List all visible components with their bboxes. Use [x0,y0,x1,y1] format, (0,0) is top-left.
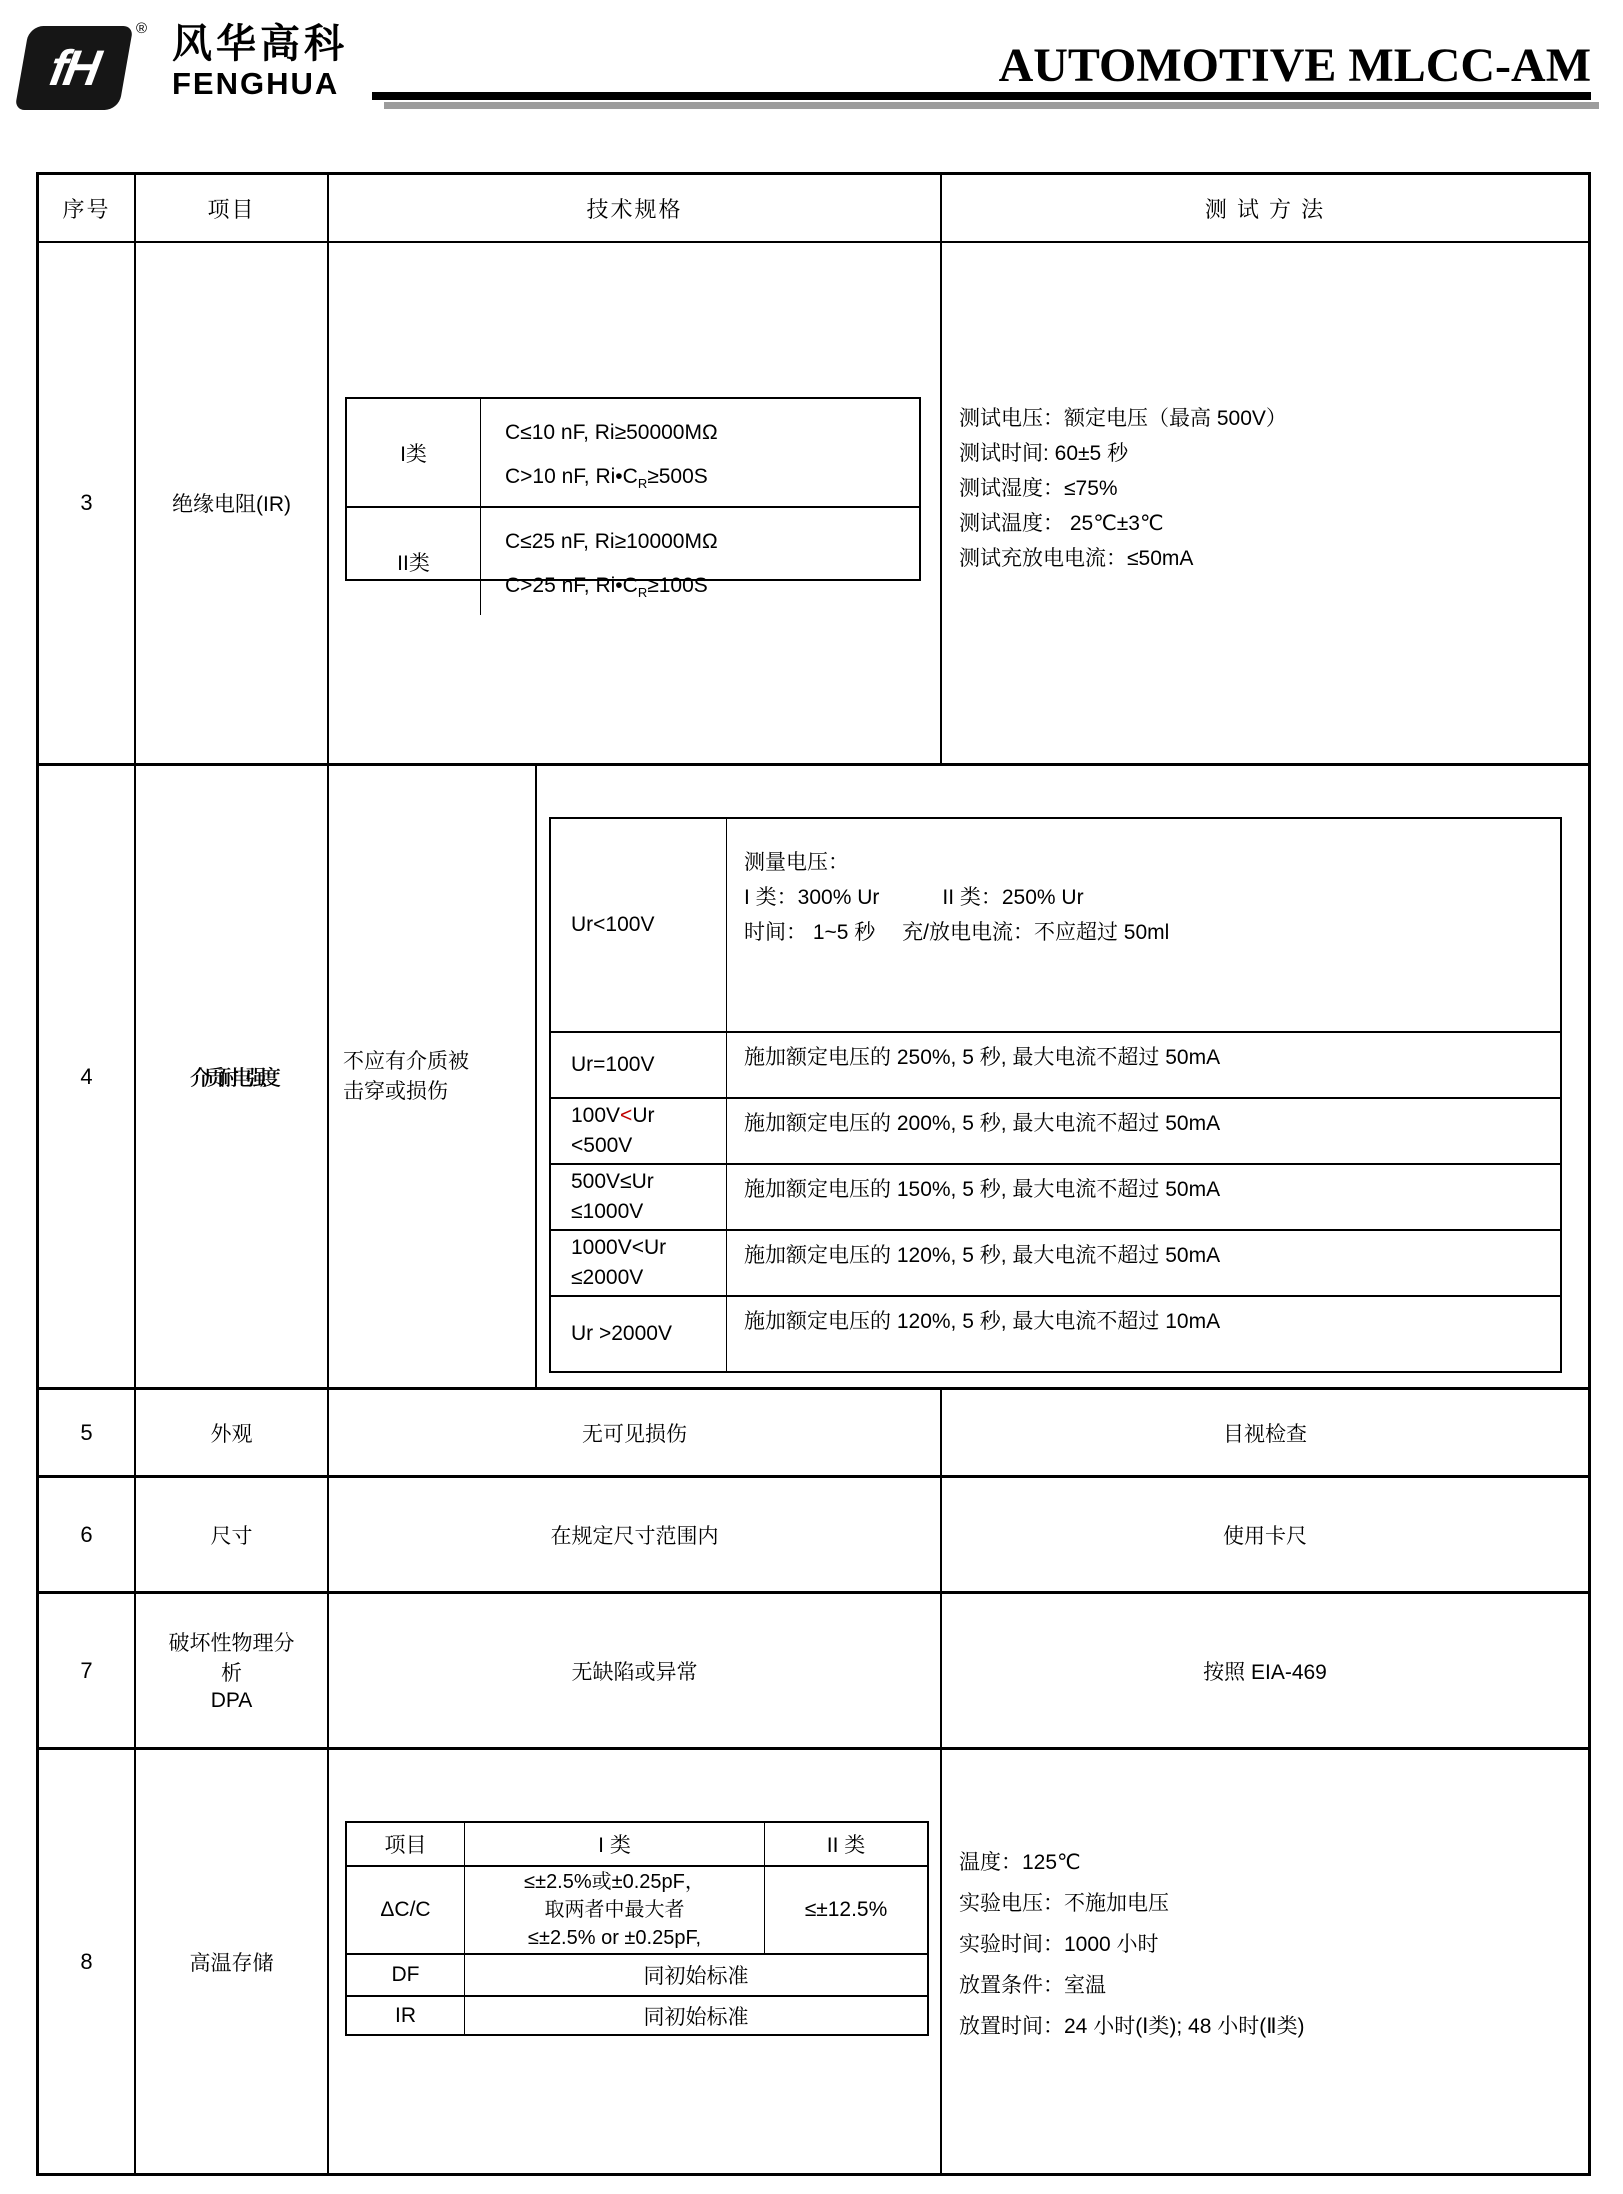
dwv-range: Ur<100V [551,819,727,1031]
row5-serial: 5 [39,1387,134,1475]
row4-requirement: 不应有介质被击穿或损伤 [343,1049,469,1103]
row6-spec: 在规定尺寸范围内 [327,1475,940,1591]
dwv-spec: 施加额定电压的 120%, 5 秒, 最大电流不超过 50mA [727,1229,1560,1295]
row7-serial: 7 [39,1591,134,1747]
dwv-spec: 施加额定电压的 120%, 5 秒, 最大电流不超过 10mA [727,1295,1560,1371]
row3-method-cell [940,241,1588,763]
hts-header-param: 项目 [347,1823,465,1865]
ir-class-table [345,397,921,601]
row8-serial: 8 [39,1747,134,2173]
method-line: 实验电压：不施加电压 [959,1892,1169,1915]
row5-method: 目视检查 [940,1387,1588,1475]
row7-item-en: DPA [210,1688,253,1712]
dwv-spec: 施加额定电压的 150%, 5 秒, 最大电流不超过 50mA [727,1163,1560,1229]
row7-item-cn: 破坏性物理分析 [168,1631,295,1685]
row3-spec-cell [327,241,940,763]
col-header-spec: 技术规格 [327,175,940,241]
method-line: 实验时间：1000 小时 [959,1933,1159,1956]
fenghua-logo-icon [15,26,134,110]
method-line: 放置时间：24 小时(Ⅰ类); 48 小时(Ⅱ类) [959,2015,1305,2038]
hts-df-param: DF [347,1953,465,1995]
method-line: 测试温度： 25℃±3℃ [959,512,1164,535]
spec-table [36,172,1591,2176]
method-line: 放置条件：室温 [959,1974,1106,1997]
hts-result-table [345,1821,929,2036]
hts-ir-param: IR [347,1995,465,2034]
row8-method-lines [942,1750,1588,2047]
row5-item: 外观 [134,1387,327,1475]
row7-item [134,1591,327,1747]
row8-method-cell [940,1747,1588,2173]
method-line: 测试湿度：≤75% [959,477,1118,500]
hts-df-value: 同初始标准 [465,1953,927,1995]
dwv-spec: 施加额定电压的 250%, 5 秒, 最大电流不超过 50mA [727,1031,1560,1097]
dwv-range: 100V<Ur <500V [551,1097,727,1163]
dwv-range: 500V≤Ur ≤1000V [551,1163,727,1229]
row6-item: 尺寸 [134,1475,327,1591]
method-line: 温度：125℃ [959,1851,1081,1874]
row4-item: 介质耐电强度 [134,763,327,1387]
dwv-spec: 施加额定电压的 200%, 5 秒, 最大电流不超过 50mA [727,1097,1560,1163]
row5-spec: 无可见损伤 [327,1387,940,1475]
ir-class1-line1: C≤10 nF, Ri≥50000MΩ [505,421,718,444]
row4-requirement-cell [329,766,537,1387]
brand-block [172,24,348,99]
method-line: 测试充放电电流：≤50mA [959,547,1194,570]
brand-name-english: FENGHUA [172,66,340,101]
dwv-range: Ur=100V [551,1031,727,1097]
ir-class2-line2: C>25 nF, $Ri•C_R\ge 100S$ [505,574,708,601]
row4-spec-method-cell [327,763,1588,1387]
method-line: 测试电压：额定电压（最高 500V） [959,407,1287,430]
ir-class2-spec [481,506,919,615]
ir-class2-line1: C≤25 nF, Ri≥10000MΩ [505,530,718,554]
ir-class2-label: II类 [347,506,481,615]
row7-method: 按照 EIA-469 [940,1591,1588,1747]
dwv-condition-table [549,817,1562,1373]
ir-class1-label: I类 [347,399,481,506]
col-header-item: 项目 [134,175,327,241]
hts-ir-value: 同初始标准 [465,1995,927,2034]
dwv-spec: 测量电压： I 类：300% Ur II 类：250% Ur 时间： 1~5 秒 充/放电电流：不应超过 50ml [744,851,1170,944]
document-title: AUTOMOTIVE MLCC-AM [998,39,1591,92]
ir-class1-spec [481,399,919,506]
row6-serial: 6 [39,1475,134,1591]
hts-header-class2: II 类 [826,1834,866,1857]
registered-trademark-icon: ® [136,20,148,37]
row7-spec: 无缺陷或异常 [327,1591,940,1747]
red-less-than: < [620,1104,633,1127]
col-header-serial: 序号 [62,196,111,222]
header-rule-black [372,92,1591,100]
row4-serial: 4 [39,763,134,1387]
row8-item: 高温存储 [134,1747,327,2173]
row3-method-lines [942,243,1588,576]
hts-dcc-class2: ≤±12.5% [765,1865,927,1953]
dwv-range: 1000V<Ur ≤2000V [551,1229,727,1295]
logo-monogram: fH [45,40,103,96]
row8-spec-cell [327,1747,940,2173]
col-header-method: 测 试 方 法 [940,175,1588,241]
dwv-range: Ur >2000V [551,1295,727,1371]
row6-method: 使用卡尺 [940,1475,1588,1591]
brand-name-chinese: 风华高科 [172,22,348,66]
hts-dcc-class1: ≤±2.5%或±0.25pF， 取两者中最大者 ≤±2.5% or ±0.25pF, [465,1865,765,1953]
ir-class1-line2: C>10 nF, $Ri•C_R\ge 500S$ [505,465,708,492]
method-line: 测试时间: 60±5 秒 [959,442,1129,465]
hts-header-class1: I 类 [465,1823,765,1865]
row3-item: 绝缘电阻(IR) [134,241,327,763]
row3-serial: 3 [39,241,134,763]
hts-dcc-param: ΔC/C [347,1865,465,1953]
header-rule-gray [384,102,1599,109]
